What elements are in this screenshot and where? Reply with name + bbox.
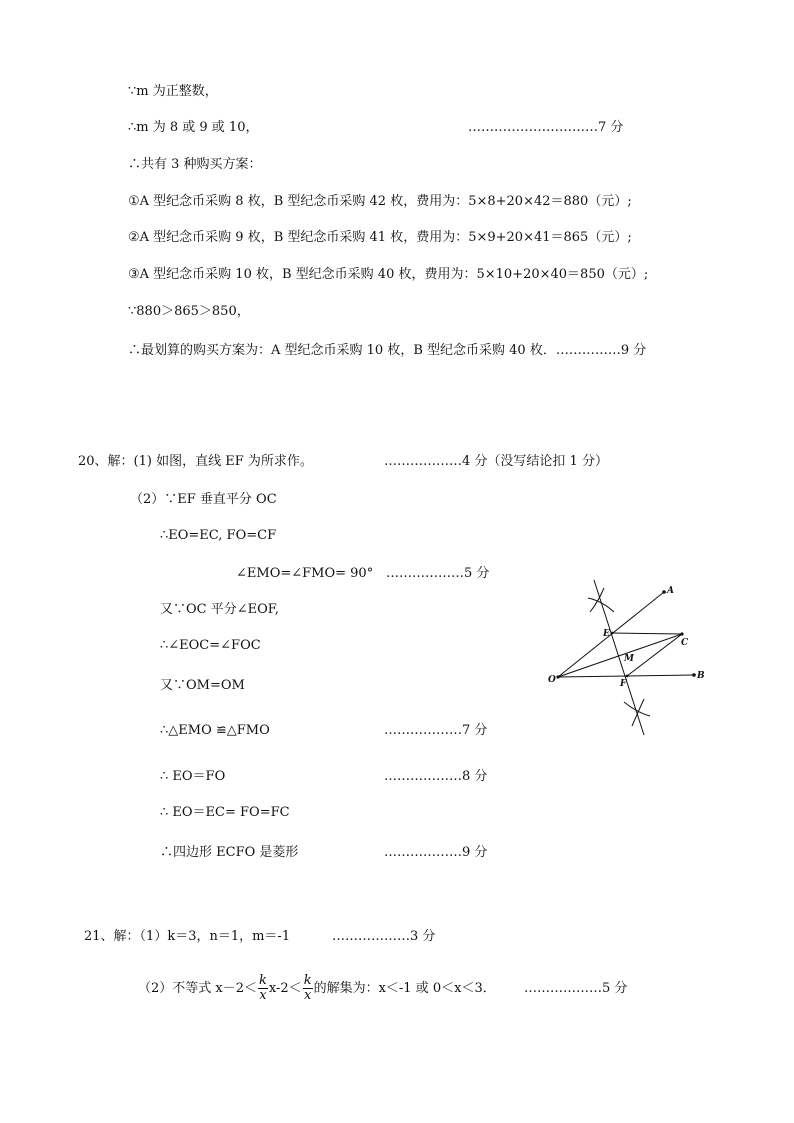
fraction-k-over-x-2 xyxy=(303,974,313,1003)
text-best-plan: ∴最划算的购买方案为：A 型纪念币采购 10 枚，B 型纪念币采购 40 枚．……………9 分 xyxy=(128,343,647,358)
segment-cf xyxy=(627,634,682,676)
fraction-denominator: x xyxy=(259,988,267,1003)
text-angle-eoc: ∴∠EOC=∠FOC xyxy=(160,638,261,653)
score-5b: ………………5 分 xyxy=(524,981,628,996)
inequality-mid: x-2＜ xyxy=(268,981,302,996)
point-o xyxy=(556,675,559,678)
inequality-prefix: （2）不等式 x－2＜ xyxy=(138,981,258,996)
text-m-positive-integer: ∵m 为正整数， xyxy=(128,84,218,99)
fraction-numerator: k xyxy=(303,973,312,988)
fraction-numerator: k xyxy=(259,973,267,988)
score-3: ………………3 分 xyxy=(332,929,436,944)
score-8: ………………8 分 xyxy=(384,769,488,784)
text-plan-2: ②A 型纪念币采购 9 枚，B 型纪念币采购 41 枚，费用为：5×9+20×41＝865（元）; xyxy=(128,230,632,245)
arc-upper-2 xyxy=(590,588,604,612)
text-oc-bisects: 又∵OC 平分∠EOF, xyxy=(160,602,279,617)
text-eo-fo: ∴ EO＝FO xyxy=(160,769,226,784)
score-4: ………………4 分（没写结论扣 1 分） xyxy=(384,454,608,469)
text-q21-part2 xyxy=(138,971,496,1007)
label-a: A xyxy=(667,586,674,596)
label-o: O xyxy=(548,675,556,685)
point-a xyxy=(662,590,666,594)
text-m-values: ∴m 为 8 或 9 或 10， xyxy=(128,120,259,135)
point-e xyxy=(611,632,614,635)
text-q20-part1: 20、解：(1) 如图，直线 EF 为所求作。 xyxy=(78,454,313,469)
score-7b: ………………7 分 xyxy=(384,723,488,738)
score-5: ………………5 分 xyxy=(386,566,490,581)
text-q20-part2: （2）∵EF 垂直平分 OC xyxy=(130,492,277,507)
inequality-suffix: 的解集为：x＜-1 或 0＜x＜3． xyxy=(313,981,496,996)
text-q21-part1: 21、解：（1）k＝3，n＝1，m＝-1 xyxy=(84,929,291,944)
text-om-om: 又∵OM=OM xyxy=(160,678,245,693)
label-b: B xyxy=(697,671,705,681)
point-f xyxy=(626,675,629,678)
text-comparison: ∵880＞865＞850， xyxy=(128,304,250,319)
score-9: ………………9 分 xyxy=(384,845,488,860)
point-b xyxy=(692,673,696,677)
label-m: M xyxy=(624,654,634,664)
segment-ec xyxy=(612,633,682,634)
text-plan-3: ③A 型纪念币采购 10 枚，B 型纪念币采购 40 枚，费用为：5×10+20×40＝850（元）; xyxy=(128,267,649,282)
ray-oa xyxy=(558,592,664,677)
text-plan-1: ①A 型纪念币采购 8 枚，B 型纪念币采购 42 枚，费用为：5×8+20×42＝880（元）; xyxy=(128,194,632,209)
geometry-figure xyxy=(540,575,710,740)
text-congruent: ∴△EMO ≌△FMO xyxy=(160,723,270,738)
label-f: F xyxy=(620,679,627,689)
label-e: E xyxy=(603,629,610,639)
fraction-denominator: x xyxy=(303,988,312,1003)
text-three-plans: ∴共有 3 种购买方案： xyxy=(128,157,262,172)
fraction-k-over-x-1 xyxy=(258,974,268,1003)
label-c: C xyxy=(681,638,689,648)
text-angle-emo: ∠EMO=∠FMO= 90° xyxy=(236,566,374,581)
text-rhombus: ∴四边形 ECFO 是菱形 xyxy=(160,845,299,860)
segment-oc xyxy=(558,634,682,677)
point-c xyxy=(680,632,683,635)
text-eo-ec: ∴EO=EC, FO=CF xyxy=(160,528,277,543)
text-all-equal: ∴ EO＝EC= FO=FC xyxy=(160,805,290,820)
score-7: …………………………7 分 xyxy=(468,120,624,135)
